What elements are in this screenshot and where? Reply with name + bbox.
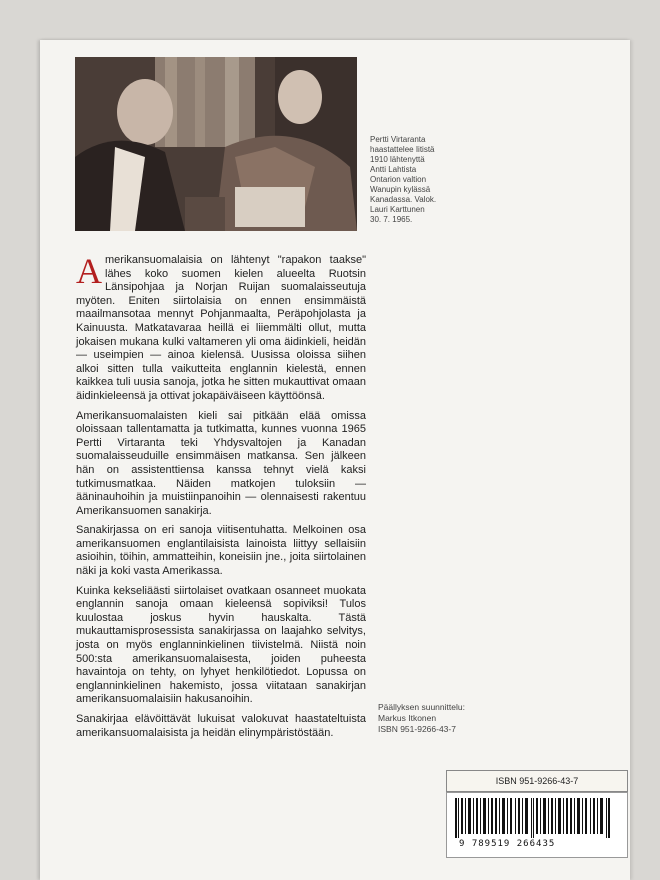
paragraph-2: Amerikansuomalaisten kieli sai pitkään elää omissa oloissaan tallentamatta ja tutkimatta, kunnes vuonna 1965 Pertti Virtaranta teki Yhdysvaltojen ja Kanadan suomalaisseuduille ensimmäisen matkansa. Sen jälkeen hän on assistenttiensa kanssa tehnyt vielä kaksi tutkimusmatkaa. Näiden matkojen tuloksiin — ääninauhoihin ja muistiinpanoihin — olennaisesti rakentuu Amerikansuomen sanakirja. <box>76 409 366 517</box>
barcode-bars <box>455 798 619 838</box>
photo-caption: Pertti Virtaranta haastattelee Iitistä 1910 lähtenyttä Antti Lahtista Ontarion valtion Wanupin kylässä Kanadassa. Valok. Lauri Karttunen 30. 7. 1965. <box>370 135 437 224</box>
credits-designer-name: Markus Itkonen <box>378 713 437 723</box>
barcode-digits: 9 789519 266435 <box>459 839 556 849</box>
barcode <box>446 792 628 858</box>
blurb-text <box>76 251 366 746</box>
cover-credits <box>378 702 538 735</box>
drop-cap: A <box>76 251 102 291</box>
paragraph-5: Sanakirjaa elävöittävät lukuisat valokuvat haastateltuista amerikansuomalaisista ja heidän elinympäristöstään. <box>76 713 366 739</box>
paragraph-1 <box>76 251 366 404</box>
paragraph-3: Sanakirjassa on eri sanoja viitisentuhatta. Melkoinen osa amerikansuomen englantilaisista lainoista liittyy sellaisiin asioihin, töihin, ammatteihin, koneisiin jne., joita siirtolainen näki ja koki vasta Amerikassa. <box>76 524 366 578</box>
paragraph-1-text: merikansuomalaisia on lähtenyt "rapakon taakse" lähes koko suomen kielen alueelta Ruotsin Länsipohjaa ja Norjan Ruijan suomalaisseutuja myöten. Eniten siirtolaisia on ennen ensimmäistä maailmansotaa mennyt Pohjanmaalta, Peräpohjolasta ja Kainuusta. Matkatavaraa heillä ei liiemmälti ollut, mutta jokaisen mukana kulki valtameren yli oma äidinkieli, heidän — useimpien — ainoa kielensä. Uusissa oloissa siihen alkoi sitten tulla vaikutteita englannin kielestä, ennen kaikkea tuli uusia sanoja, jotka he sitten mukauttivat omaan äidinkieleensä ja ottivat jokapäiväiseen käyttöönsä. <box>76 254 366 402</box>
paragraph-4: Kuinka kekseliäästi siirtolaiset ovatkaan osanneet muokata englannin sanoja omaan kieleensä sopiviksi! Tulos kuulostaa joskus hyvin hauskalta. Tästä mukauttamisprosessista sanakirjassa on laajahko selvitys, josta on myös englanninkielinen tiivistelmä. Niistä noin 500:sta amerikansuomalaisesta, joiden puheesta havaintoja on tehty, on lyhyet henkilötiedot. Lopussa on englanninkielinen hakemisto, jossa viitataan sanakirjan amerikansuomalaisiin hakusanoihin. <box>76 584 366 706</box>
credits-isbn: ISBN 951-9266-43-7 <box>378 724 456 734</box>
isbn-sticker: ISBN 951-9266-43-7 <box>446 770 628 792</box>
interview-photo <box>75 57 357 231</box>
credits-designer-label: Päällyksen suunnittelu: <box>378 702 465 712</box>
photo-illustration <box>75 57 357 231</box>
